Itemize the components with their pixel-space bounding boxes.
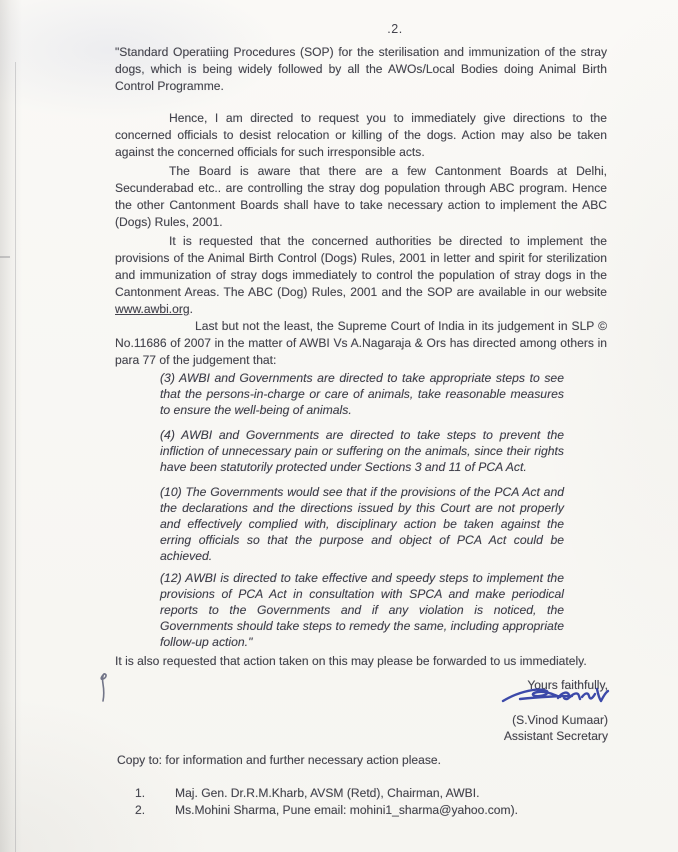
- judgement-quote-4: (4) AWBI and Governments are directed to take steps to prevent the infliction of unnecessary pain or suffering on the animals, since their rights have been statutorily protected under Sections 3 and 11 of PCA Act.: [160, 428, 564, 474]
- paragraph-abc-rules-text: It is requested that the concerned authorities be directed to implement the provisions of the Animal Birth Control (Dogs) Rules, 2001 in letter and spirit for sterilization and immunization of stray dogs immediately to control the population of stray dogs in the Cantonment Areas. The ABC (Dog) Rules, 2001 and the SOP are available in our website: [115, 234, 607, 299]
- paragraph-sop: "Standard Operatiing Procedures (SOP) for the sterilisation and immunization of the stray dogs, which is being widely followed by all the AWOs/Local Bodies doing Animal Birth Control Programme.: [115, 45, 607, 93]
- recipient-number: 2.: [135, 803, 146, 817]
- page-number: .2.: [387, 22, 403, 36]
- recipient-text: Ms.Mohini Sharma, Pune email: mohini1_sharma@yahoo.com).: [175, 803, 518, 817]
- awbi-website-link: www.awbi.org: [115, 302, 190, 316]
- signatory-title: Assistant Secretary: [503, 729, 608, 743]
- recipient-row-1: [135, 785, 615, 802]
- valediction: Yours faithfully,: [527, 678, 608, 692]
- paragraph-directions: Hence, I am directed to request you to immediately give directions to the concerned officials to desist relocation or killing of the dogs. Action may also be taken against the concerned officials for such irresponsible acts.: [115, 111, 607, 159]
- paragraph-cantonment-boards: The Board is aware that there are a few Cantonment Boards at Delhi, Secunderabad etc.. are controlling the stray dog population through ABC program. Hence the other Cantonment Boards shall have to take necessary action to implement the ABC (Dogs) Rules, 2001.: [115, 164, 607, 229]
- judgement-quote-12: (12) AWBI is directed to take effective and speedy steps to implement the provisions of PCA Act in consultation with SPCA and make periodical reports to the Governments and if any violation is noticed, the Governments should take steps to remedy the same, including appropriate follow-up action.": [160, 571, 564, 649]
- pen-mark: [94, 670, 116, 706]
- paragraph-supreme-court: Last but not the least, the Supreme Court of India in its judgement in SLP © No.11686 of 2007 in the matter of AWBI Vs A.Nagaraja & Ors has directed among others in para 77 of the judgement that:: [115, 319, 607, 367]
- scan-edge-line: [15, 62, 16, 852]
- scan-edge-mark: [0, 256, 10, 258]
- judgement-quote-3: (3) AWBI and Governments are directed to take appropriate steps to see that the persons-in-charge or care of animals, take reasonable measures to ensure the well-being of animals.: [160, 371, 564, 417]
- closing-request-line: It is also requested that action taken on this may please be forwarded to us immediately.: [115, 654, 587, 668]
- judgement-quote-10: (10) The Governments would see that if the provisions of the PCA Act and the declarations and the directions issued by this Court are not properly and effectively complied with, disciplinary action be taken against the erring officials so that the purpose and object of PCA Act could be achieved.: [160, 485, 564, 563]
- paragraph-abc-rules: [115, 233, 607, 318]
- recipient-text: Maj. Gen. Dr.R.M.Kharb, AVSM (Retd), Chairman, AWBI.: [175, 786, 480, 800]
- signatory-name: (S.Vinod Kumaar): [512, 713, 608, 727]
- copy-to-line: Copy to: for information and further necessary action please.: [117, 753, 442, 767]
- paragraph-abc-rules-period: .: [189, 302, 193, 316]
- recipient-row-2: [135, 802, 615, 819]
- recipient-number: 1.: [135, 786, 146, 800]
